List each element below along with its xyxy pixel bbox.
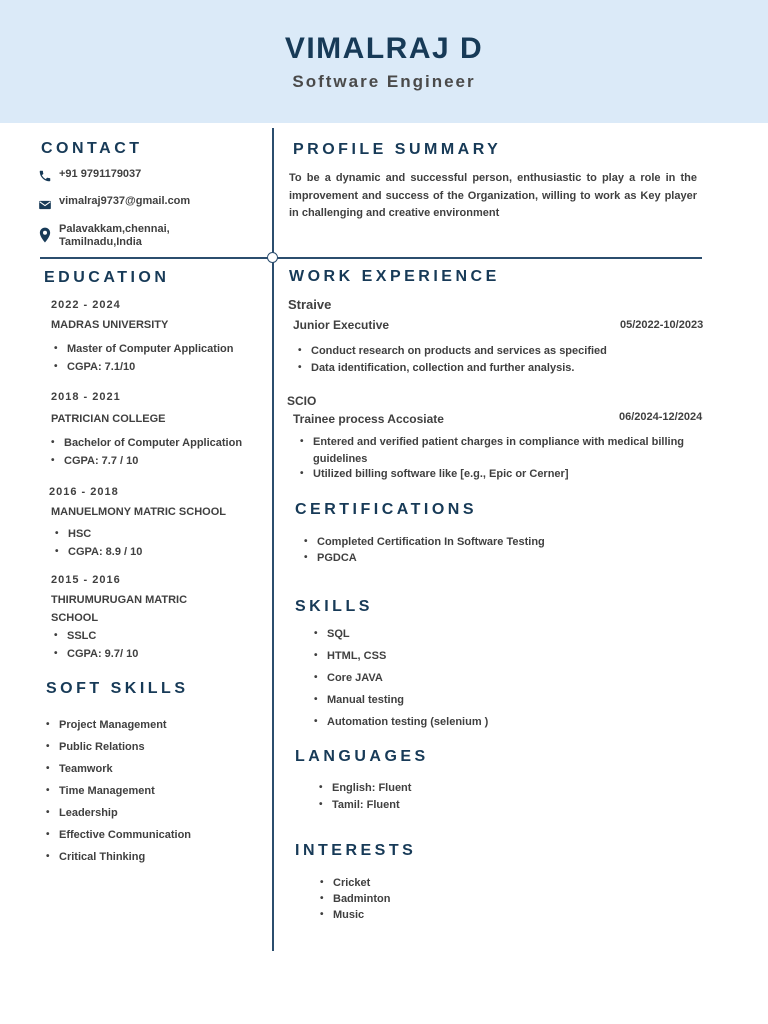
education-point: • CGPA: 9.7/ 10 xyxy=(67,648,138,660)
envelope-icon xyxy=(38,198,52,212)
education-school: THIRUMURUGAN MATRIC SCHOOL xyxy=(51,594,188,624)
soft-skill-item: • Project Management xyxy=(59,719,167,731)
education-years: 2022 - 2024 xyxy=(51,299,121,311)
job-title: Trainee process Accosiate xyxy=(293,412,444,426)
work-experience-heading: WORK EXPERIENCE xyxy=(289,268,500,285)
soft-skill-item: • Public Relations xyxy=(59,741,145,753)
languages-heading: LANGUAGES xyxy=(295,748,429,765)
education-school: PATRICIAN COLLEGE xyxy=(51,413,166,425)
phone-icon xyxy=(38,169,52,183)
education-years: 2016 - 2018 xyxy=(49,486,119,498)
job-dates: 06/2024-12/2024 xyxy=(619,411,703,423)
job-point: • Utilized billing software like [e.g., Epic or Cerner] xyxy=(313,468,569,480)
candidate-name: VIMALRAJ D xyxy=(284,32,484,65)
interest-item: • Cricket xyxy=(333,877,370,889)
education-point: • HSC xyxy=(68,528,91,540)
soft-skill-item: • Effective Communication xyxy=(59,829,191,841)
skill-item: • HTML, CSS xyxy=(327,650,386,662)
soft-skill-item: • Time Management xyxy=(59,785,155,797)
education-point: • CGPA: 8.9 / 10 xyxy=(68,546,142,558)
contact-email[interactable]: vimalraj9737@gmail.com xyxy=(59,195,191,207)
job-dates: 05/2022-10/2023 xyxy=(620,319,704,331)
education-point: • CGPA: 7.7 / 10 xyxy=(64,455,138,467)
profile-summary-text: To be a dynamic and successful person, enthusiastic to play a role in the improvement and success of the Organization, willing to work as Key player in challenging and creative environment xyxy=(289,172,697,219)
contact-phone[interactable]: +91 9791179037 xyxy=(59,168,142,180)
horizontal-divider xyxy=(40,257,702,259)
education-school: MANUELMONY MATRIC SCHOOL xyxy=(51,506,226,518)
certification-item: • Completed Certification In Software Testing xyxy=(317,536,545,548)
interest-item: • Music xyxy=(333,909,364,921)
interests-heading: INTERESTS xyxy=(295,842,417,859)
soft-skills-heading: SOFT SKILLS xyxy=(46,680,189,697)
skill-item: • Core JAVA xyxy=(327,672,383,684)
soft-skill-item: • Leadership xyxy=(59,807,118,819)
skill-item: • SQL xyxy=(327,628,350,640)
map-pin-icon xyxy=(38,227,52,243)
job-point: • Entered and verified patient charges in compliance with medical billing guidelines xyxy=(313,434,705,467)
education-years: 2018 - 2021 xyxy=(51,391,121,403)
job-point: • Data identification, collection and further analysis. xyxy=(311,362,574,374)
soft-skill-item: • Critical Thinking xyxy=(59,851,145,863)
candidate-role: Software Engineer xyxy=(292,72,476,91)
education-point: • Master of Computer Application xyxy=(67,343,233,355)
skills-heading: SKILLS xyxy=(295,598,373,615)
certifications-heading: CERTIFICATIONS xyxy=(295,501,478,518)
education-heading: EDUCATION xyxy=(44,269,170,286)
company-name: Straive xyxy=(288,297,332,312)
education-point: • SSLC xyxy=(67,630,96,642)
education-point: • Bachelor of Computer Application xyxy=(64,437,242,449)
language-item: • English: Fluent xyxy=(332,782,411,794)
contact-address: Palavakkam,chennai, Tamilnadu,India xyxy=(59,223,170,248)
certification-item: • PGDCA xyxy=(317,552,357,564)
language-item: • Tamil: Fluent xyxy=(332,799,400,811)
interest-item: • Badminton xyxy=(333,893,390,905)
contact-heading: CONTACT xyxy=(41,140,143,157)
divider-junction-dot xyxy=(267,252,278,263)
education-school: MADRAS UNIVERSITY xyxy=(51,319,169,331)
job-title: Junior Executive xyxy=(293,318,390,332)
job-point: • Conduct research on products and services as specified xyxy=(311,345,607,357)
soft-skill-item: • Teamwork xyxy=(59,763,113,775)
education-point: • CGPA: 7.1/10 xyxy=(67,361,135,373)
company-name: SCIO xyxy=(287,394,317,408)
profile-summary-heading: PROFILE SUMMARY xyxy=(293,141,502,158)
education-years: 2015 - 2016 xyxy=(51,574,121,586)
skill-item: • Automation testing (selenium ) xyxy=(327,716,488,728)
skill-item: • Manual testing xyxy=(327,694,404,706)
